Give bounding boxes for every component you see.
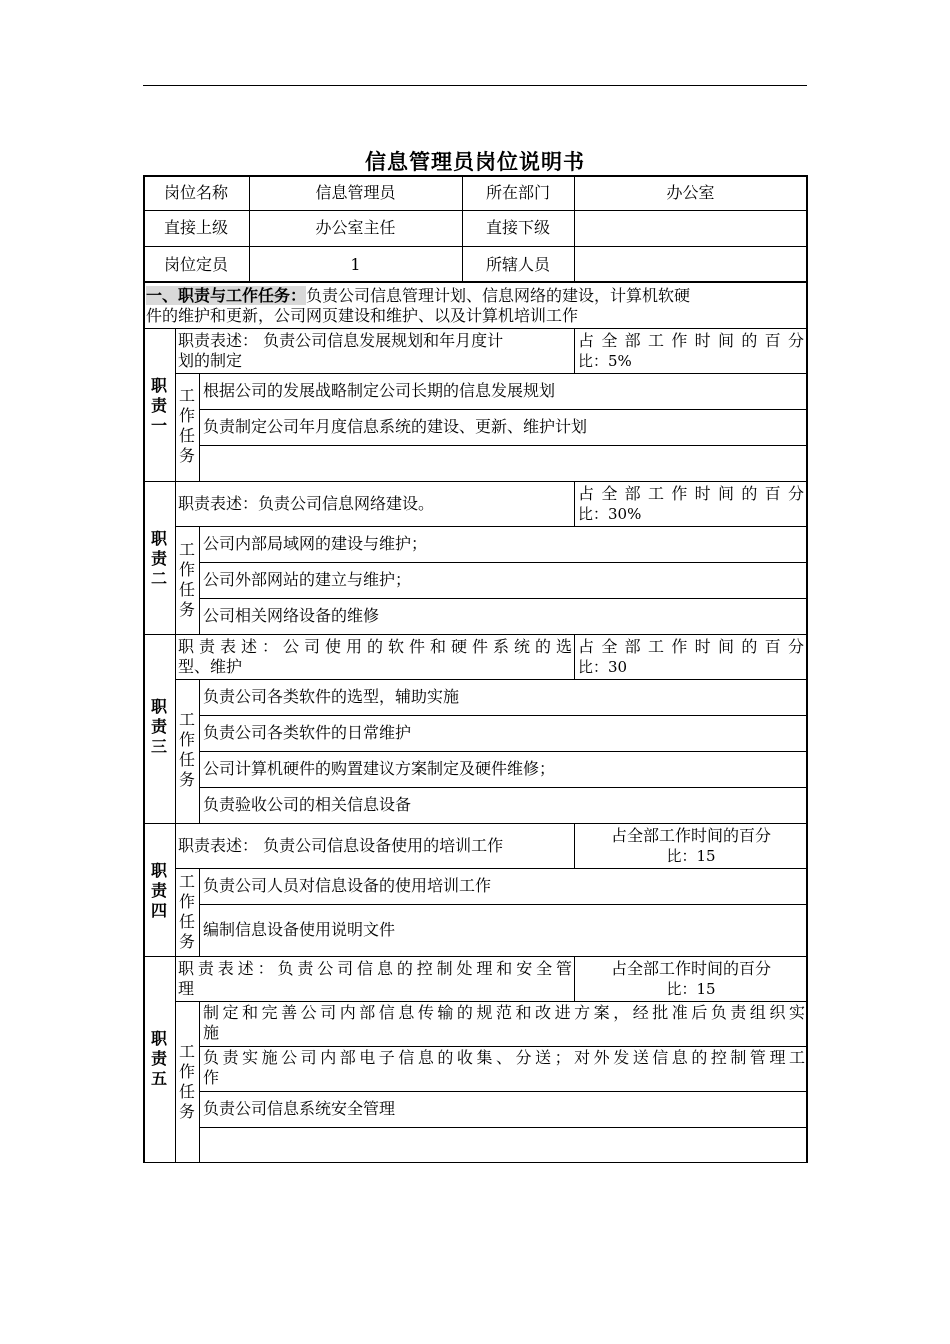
duty-1-task-1: 根据公司的发展战略制定公司长期的信息发展规划	[203, 381, 556, 400]
duty-1-desc-line2: 划的制定	[178, 351, 243, 370]
duty-3-task-3: 公司计算机硬件的购置建议方案制定及硬件维修；	[203, 759, 556, 778]
duty-5-task-2-line2: 作	[203, 1068, 220, 1087]
duty-4-pct-line1: 占全部工作时间的百分	[610, 826, 771, 845]
duty-4-pct-line2: 比：15	[666, 847, 716, 865]
duty-5-label: 职责五	[150, 1029, 167, 1088]
label-headcount: 岗位定员	[163, 254, 228, 274]
duty-5-desc-line1: 职责表述：负责公司信息的控制处理和安全管	[178, 959, 572, 978]
duty-3-task-2: 负责公司各类软件的日常维护	[203, 723, 412, 742]
duty-2-pct-line2: 比：30%	[578, 505, 642, 523]
duty-4-task-label: 工作任务	[178, 872, 195, 951]
duty-5-desc-line2: 理	[178, 979, 195, 998]
duty-3-task-4: 负责验收公司的相关信息设备	[203, 795, 412, 814]
section-text-line2: 件的维护和更新，公司网页建设和维护、以及计算机培训工作	[146, 306, 579, 325]
label-direct-subordinate: 直接下级	[485, 218, 550, 237]
duty-3-desc-line2: 型、维护	[178, 657, 243, 676]
value-direct-superior: 办公室主任	[315, 218, 396, 237]
duty-1-desc-line1: 职责表述： 负责公司信息发展规划和年月度计	[178, 331, 504, 350]
page-title: 信息管理员岗位说明书	[365, 149, 585, 174]
label-staff: 所辖人员	[485, 254, 550, 274]
duty-5-task-3: 负责公司信息系统安全管理	[203, 1099, 396, 1118]
label-department: 所在部门	[485, 182, 550, 202]
section-text-line1: 负责公司信息管理计划、信息网络的建设，计算机软硬	[306, 286, 691, 305]
duty-2-label: 职责二	[150, 529, 167, 588]
label-position-name: 岗位名称	[163, 182, 228, 202]
duty-3-pct-line1: 占全部工作时间的百分	[578, 637, 804, 656]
value-staff	[574, 246, 807, 283]
value-headcount: 1	[350, 254, 361, 274]
section-heading: 一、职责与工作任务：	[146, 286, 307, 305]
duty-4-task-2: 编制信息设备使用说明文件	[203, 920, 396, 939]
value-position-name: 信息管理员	[315, 182, 396, 202]
duty-4-task-1: 负责公司人员对信息设备的使用培训工作	[203, 876, 492, 895]
duty-3-task-label: 工作任务	[178, 710, 195, 789]
duty-5-pct-line2: 比：15	[666, 980, 716, 998]
value-direct-subordinate	[574, 210, 807, 246]
duty-5-pct-line1: 占全部工作时间的百分	[610, 959, 771, 978]
duty-5-task-2-line1: 负责实施公司内部电子信息的收集、分送；对外发送信息的控制管理工	[203, 1048, 805, 1067]
duty-2-task-2: 公司外部网站的建立与维护；	[203, 570, 412, 589]
duty-5-task-4	[203, 1127, 805, 1162]
duty-5-task-1-line2: 施	[203, 1023, 220, 1042]
header-rule	[143, 85, 807, 86]
duty-3-label: 职责三	[150, 697, 167, 756]
duty-3-pct-line2: 比：30	[578, 658, 628, 676]
duty-1-task-2: 负责制定公司年月度信息系统的建设、更新、维护计划	[203, 417, 588, 436]
duty-2-task-label: 工作任务	[178, 540, 195, 619]
duty-1-pct-line1: 占全部工作时间的百分	[578, 331, 804, 350]
value-department: 办公室	[666, 182, 715, 202]
duty-1-task-3	[203, 445, 805, 481]
duty-3-task-1: 负责公司各类软件的选型，辅助实施	[203, 687, 460, 706]
label-direct-superior: 直接上级	[163, 218, 228, 237]
duty-4-label: 职责四	[150, 861, 167, 920]
duty-4-desc-line1: 职责表述： 负责公司信息设备使用的培训工作	[178, 836, 504, 855]
duty-5-task-label: 工作任务	[178, 1042, 195, 1121]
duty-2-task-1: 公司内部局域网的建设与维护；	[203, 534, 428, 553]
duty-1-pct-line2: 比：5%	[578, 352, 632, 370]
duty-2-task-3: 公司相关网络设备的维修	[203, 606, 380, 625]
duty-3-desc-line1: 职责表述：公司使用的软件和硬件系统的选	[178, 637, 572, 656]
duty-2-pct-line1: 占全部工作时间的百分	[578, 484, 804, 503]
duty-5-task-1-line1: 制定和完善公司内部信息传输的规范和改进方案，经批准后负责组织实	[203, 1003, 805, 1022]
duty-1-label: 职责一	[150, 376, 167, 435]
duty-2-desc-line1: 职责表述：负责公司信息网络建设。	[178, 494, 435, 513]
duty-1-task-label: 工作任务	[178, 386, 195, 465]
